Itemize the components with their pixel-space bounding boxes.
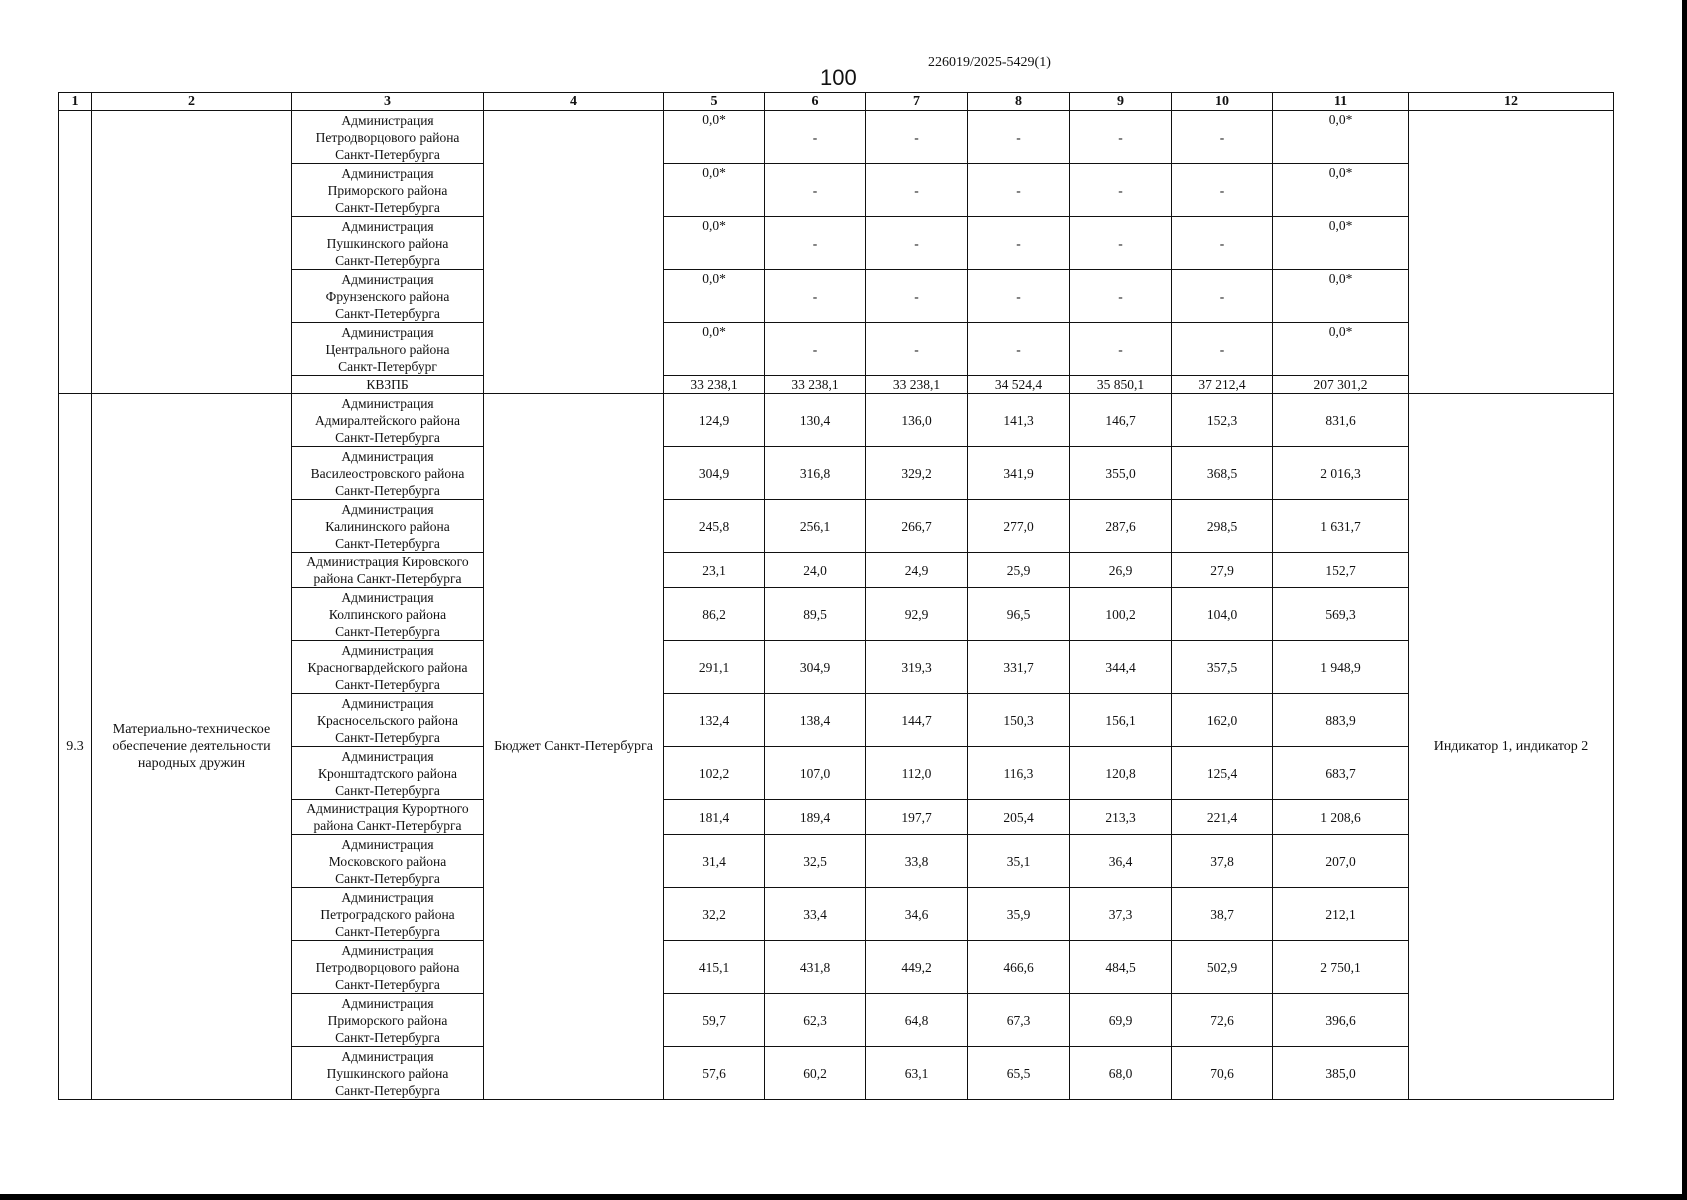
value-cell: 33,4 (765, 888, 866, 941)
organization-line: Санкт-Петербурга (335, 1082, 440, 1098)
column-number: 2 (92, 93, 292, 111)
organization-line: Администрация (341, 695, 434, 711)
value-cell: - (968, 111, 1070, 164)
value-cell: 62,3 (765, 994, 866, 1047)
activity-line: обеспечение деятельности (112, 739, 271, 754)
table-row (59, 553, 1614, 588)
column-number: 5 (664, 93, 765, 111)
value-cell: 431,8 (765, 941, 866, 994)
table-row (59, 800, 1614, 835)
value-cell: - (1070, 111, 1172, 164)
indicator-cell: Индикатор 1, индикатор 2 (1409, 394, 1614, 1100)
value-cell: 26,9 (1070, 553, 1172, 588)
value-cell: - (968, 323, 1070, 376)
organization-line: Администрация (341, 501, 434, 517)
value-cell: 355,0 (1070, 447, 1172, 500)
page-number: 100 (820, 65, 857, 90)
value-cell: 33,8 (866, 835, 968, 888)
value-cell: 23,1 (664, 553, 765, 588)
indicator-cell (1409, 111, 1614, 394)
value-cell: 116,3 (968, 747, 1070, 800)
value-cell: - (1070, 217, 1172, 270)
table-row (59, 588, 1614, 641)
value-cell: 277,0 (968, 500, 1070, 553)
organization-cell (292, 835, 484, 888)
organization-line: Калининского района (325, 518, 450, 534)
value-cell: 0,0* (1273, 164, 1409, 217)
value-cell: - (968, 217, 1070, 270)
organization-cell (292, 447, 484, 500)
organization-line: Администрация (341, 112, 434, 128)
organization-line: Санкт-Петербурга (335, 252, 440, 268)
value-cell: 0,0* (664, 111, 765, 164)
value-cell: 100,2 (1070, 588, 1172, 641)
value-cell: 72,6 (1172, 994, 1273, 1047)
organization-line: Пушкинского района (326, 1065, 449, 1081)
organization-cell (292, 164, 484, 217)
organization-line: Санкт-Петербурга (335, 146, 440, 162)
organization-line: Московского района (328, 853, 447, 869)
value-cell: 357,5 (1172, 641, 1273, 694)
value-cell: - (765, 111, 866, 164)
total-value: 35 850,1 (1070, 376, 1172, 394)
organization-cell (292, 500, 484, 553)
organization-line: Василеостровского района (310, 465, 465, 481)
value-cell: 120,8 (1070, 747, 1172, 800)
organization-cell (292, 553, 484, 588)
value-cell: 162,0 (1172, 694, 1273, 747)
column-number: 6 (765, 93, 866, 111)
value-cell: 34,6 (866, 888, 968, 941)
value-cell: 32,5 (765, 835, 866, 888)
organization-line: района Санкт-Петербурга (313, 571, 462, 586)
organization-cell (292, 694, 484, 747)
total-value: 33 238,1 (866, 376, 968, 394)
value-cell: - (866, 323, 968, 376)
organization-cell (292, 588, 484, 641)
value-cell: 344,4 (1070, 641, 1172, 694)
value-cell: 96,5 (968, 588, 1070, 641)
organization-line: Санкт-Петербурга (335, 305, 440, 321)
organization-cell (292, 394, 484, 447)
value-cell: 221,4 (1172, 800, 1273, 835)
organization-cell (292, 270, 484, 323)
organization-line: Красногвардейского района (307, 659, 468, 675)
value-cell: 205,4 (968, 800, 1070, 835)
column-number: 9 (1070, 93, 1172, 111)
organization-line: Администрация (341, 395, 434, 411)
value-cell: 86,2 (664, 588, 765, 641)
column-number: 3 (292, 93, 484, 111)
value-cell: - (866, 111, 968, 164)
value-cell: 92,9 (866, 588, 968, 641)
value-cell: 385,0 (1273, 1047, 1409, 1100)
table-row (59, 694, 1614, 747)
organization-cell (292, 641, 484, 694)
organization-line: Санкт-Петербурга (335, 923, 440, 939)
organization-line: Санкт-Петербурга (335, 870, 440, 886)
value-cell: 132,4 (664, 694, 765, 747)
organization-line: Администрация (341, 324, 434, 340)
column-number: 8 (968, 93, 1070, 111)
organization-line: Санкт-Петербург (338, 358, 437, 374)
value-cell: 68,0 (1070, 1047, 1172, 1100)
column-number: 12 (1409, 93, 1614, 111)
organization-cell (292, 994, 484, 1047)
organization-line: Центрального района (325, 341, 450, 357)
organization-line: Администрация (341, 748, 434, 764)
organization-cell (292, 747, 484, 800)
value-cell: 291,1 (664, 641, 765, 694)
value-cell: 107,0 (765, 747, 866, 800)
value-cell: 38,7 (1172, 888, 1273, 941)
organization-line: Администрация (341, 995, 434, 1011)
row-number-cell: 9.3 (59, 394, 92, 1100)
value-cell: 146,7 (1070, 394, 1172, 447)
value-cell: 341,9 (968, 447, 1070, 500)
organization-line: Санкт-Петербурга (335, 623, 440, 639)
organization-line: Петродворцового района (315, 959, 460, 975)
value-cell: - (1070, 164, 1172, 217)
organization-line: Санкт-Петербурга (335, 535, 440, 551)
row-number-cell (59, 111, 92, 394)
value-cell: 65,5 (968, 1047, 1070, 1100)
organization-line: Приморского района (327, 1012, 448, 1028)
table-row (59, 941, 1614, 994)
value-cell: - (866, 217, 968, 270)
organization-line: Санкт-Петербурга (335, 729, 440, 745)
funding-source-cell (484, 111, 664, 394)
value-cell: 124,9 (664, 394, 765, 447)
value-cell: - (968, 270, 1070, 323)
organization-line: Администрация Курортного (306, 801, 469, 816)
organization-line: Санкт-Петербурга (335, 199, 440, 215)
organization-line: Кронштадтского района (318, 765, 457, 781)
organization-cell (292, 941, 484, 994)
organization-line: Администрация (341, 942, 434, 958)
organization-line: Администрация (341, 218, 434, 234)
total-row (59, 376, 1614, 394)
value-cell: 298,5 (1172, 500, 1273, 553)
organization-line: Администрация (341, 271, 434, 287)
organization-line: Петродворцового района (315, 129, 460, 145)
value-cell: 883,9 (1273, 694, 1409, 747)
value-cell: 37,3 (1070, 888, 1172, 941)
value-cell: 502,9 (1172, 941, 1273, 994)
organization-line: района Санкт-Петербурга (313, 818, 462, 833)
organization-line: Администрация (341, 642, 434, 658)
value-cell: 1 631,7 (1273, 500, 1409, 553)
column-number: 4 (484, 93, 664, 111)
table-row (59, 394, 1614, 447)
value-cell: 683,7 (1273, 747, 1409, 800)
value-cell: 27,9 (1172, 553, 1273, 588)
total-value: 37 212,4 (1172, 376, 1273, 394)
organization-cell (292, 323, 484, 376)
document-number: 226019/2025-5429(1) (928, 55, 1051, 70)
value-cell: 197,7 (866, 800, 968, 835)
value-cell: - (765, 217, 866, 270)
organization-line: Санкт-Петербурга (335, 429, 440, 445)
value-cell: 466,6 (968, 941, 1070, 994)
organization-line: Приморского района (327, 182, 448, 198)
value-cell: 1 208,6 (1273, 800, 1409, 835)
budget-table (58, 92, 1614, 1100)
value-cell: 181,4 (664, 800, 765, 835)
column-number-row (59, 93, 1614, 111)
value-cell: 102,2 (664, 747, 765, 800)
value-cell: 57,6 (664, 1047, 765, 1100)
organization-line: Санкт-Петербурга (335, 782, 440, 798)
organization-cell (292, 888, 484, 941)
total-value: 33 238,1 (765, 376, 866, 394)
total-value: 33 238,1 (664, 376, 765, 394)
organization-line: Администрация (341, 889, 434, 905)
table-row (59, 641, 1614, 694)
value-cell: 207,0 (1273, 835, 1409, 888)
value-cell: 304,9 (765, 641, 866, 694)
value-cell: 152,3 (1172, 394, 1273, 447)
table-row (59, 217, 1614, 270)
value-cell: 36,4 (1070, 835, 1172, 888)
value-cell: 144,7 (866, 694, 968, 747)
value-cell: 449,2 (866, 941, 968, 994)
value-cell: 63,1 (866, 1047, 968, 1100)
value-cell: 212,1 (1273, 888, 1409, 941)
value-cell: 329,2 (866, 447, 968, 500)
organization-line: Пушкинского района (326, 235, 449, 251)
value-cell: 152,7 (1273, 553, 1409, 588)
table-row (59, 270, 1614, 323)
value-cell: 368,5 (1172, 447, 1273, 500)
organization-cell (292, 1047, 484, 1100)
funding-source-cell: Бюджет Санкт-Петербурга (484, 394, 664, 1100)
table-row (59, 747, 1614, 800)
value-cell: 569,3 (1273, 588, 1409, 641)
table-row (59, 888, 1614, 941)
organization-line: Администрация Кировского (306, 554, 469, 569)
organization-cell (292, 217, 484, 270)
organization-line: Администрация (341, 836, 434, 852)
activity-cell (92, 111, 292, 394)
value-cell: 287,6 (1070, 500, 1172, 553)
value-cell: 35,9 (968, 888, 1070, 941)
value-cell: 189,4 (765, 800, 866, 835)
value-cell: - (1172, 164, 1273, 217)
value-cell: 415,1 (664, 941, 765, 994)
organization-line: Петроградского района (320, 906, 455, 922)
organization-line: Красносельского района (317, 712, 458, 728)
value-cell: 141,3 (968, 394, 1070, 447)
value-cell: 59,7 (664, 994, 765, 1047)
value-cell: 24,0 (765, 553, 866, 588)
organization-line: Администрация (341, 589, 434, 605)
value-cell: 831,6 (1273, 394, 1409, 447)
value-cell: 0,0* (664, 164, 765, 217)
value-cell: 24,9 (866, 553, 968, 588)
value-cell: 304,9 (664, 447, 765, 500)
total-value: 34 524,4 (968, 376, 1070, 394)
organization-line: Санкт-Петербурга (335, 976, 440, 992)
value-cell: 112,0 (866, 747, 968, 800)
organization-line: Санкт-Петербурга (335, 676, 440, 692)
value-cell: 2 750,1 (1273, 941, 1409, 994)
value-cell: - (765, 323, 866, 376)
organization-cell (292, 800, 484, 835)
value-cell: 213,3 (1070, 800, 1172, 835)
value-cell: - (1070, 323, 1172, 376)
organization-line: Колпинского района (328, 606, 447, 622)
value-cell: 89,5 (765, 588, 866, 641)
activity-line: народных дружин (137, 756, 246, 771)
value-cell: 0,0* (664, 323, 765, 376)
table-row (59, 447, 1614, 500)
value-cell: - (866, 270, 968, 323)
value-cell: 0,0* (664, 217, 765, 270)
total-label: КВЗПБ (292, 376, 484, 394)
value-cell: 70,6 (1172, 1047, 1273, 1100)
column-number: 1 (59, 93, 92, 111)
column-number: 7 (866, 93, 968, 111)
value-cell: 32,2 (664, 888, 765, 941)
value-cell: 331,7 (968, 641, 1070, 694)
organization-line: Адмиралтейского района (315, 412, 460, 428)
value-cell: 130,4 (765, 394, 866, 447)
table-row (59, 500, 1614, 553)
organization-line: Администрация (341, 448, 434, 464)
value-cell: 1 948,9 (1273, 641, 1409, 694)
table-row (59, 323, 1614, 376)
value-cell: 0,0* (1273, 217, 1409, 270)
value-cell: - (1172, 217, 1273, 270)
activity-cell (92, 394, 292, 1100)
value-cell: 60,2 (765, 1047, 866, 1100)
value-cell: - (765, 164, 866, 217)
column-number: 11 (1273, 93, 1409, 111)
table-row (59, 1047, 1614, 1100)
value-cell: - (1070, 270, 1172, 323)
organization-line: Администрация (341, 165, 434, 181)
column-number: 10 (1172, 93, 1273, 111)
value-cell: 266,7 (866, 500, 968, 553)
table-row (59, 994, 1614, 1047)
value-cell: 256,1 (765, 500, 866, 553)
value-cell: 64,8 (866, 994, 968, 1047)
value-cell: - (968, 164, 1070, 217)
total-value: 207 301,2 (1273, 376, 1409, 394)
value-cell: 25,9 (968, 553, 1070, 588)
organization-line: Администрация (341, 1048, 434, 1064)
value-cell: 136,0 (866, 394, 968, 447)
value-cell: - (866, 164, 968, 217)
value-cell: 0,0* (1273, 111, 1409, 164)
value-cell: 2 016,3 (1273, 447, 1409, 500)
value-cell: 150,3 (968, 694, 1070, 747)
table-row (59, 835, 1614, 888)
organization-cell (292, 111, 484, 164)
value-cell: - (1172, 270, 1273, 323)
value-cell: 104,0 (1172, 588, 1273, 641)
activity-line: Материально-техническое (112, 722, 271, 737)
value-cell: 484,5 (1070, 941, 1172, 994)
organization-line: Санкт-Петербурга (335, 1029, 440, 1045)
value-cell: 316,8 (765, 447, 866, 500)
value-cell: 138,4 (765, 694, 866, 747)
value-cell: - (1172, 323, 1273, 376)
organization-line: Фрунзенского района (325, 288, 450, 304)
value-cell: 0,0* (1273, 323, 1409, 376)
value-cell: 37,8 (1172, 835, 1273, 888)
value-cell: 0,0* (664, 270, 765, 323)
value-cell: - (1172, 111, 1273, 164)
value-cell: 67,3 (968, 994, 1070, 1047)
value-cell: 35,1 (968, 835, 1070, 888)
value-cell: 319,3 (866, 641, 968, 694)
value-cell: 156,1 (1070, 694, 1172, 747)
value-cell: 245,8 (664, 500, 765, 553)
value-cell: 125,4 (1172, 747, 1273, 800)
table-row (59, 111, 1614, 164)
value-cell: 31,4 (664, 835, 765, 888)
organization-line: Санкт-Петербурга (335, 482, 440, 498)
value-cell: 0,0* (1273, 270, 1409, 323)
value-cell: 69,9 (1070, 994, 1172, 1047)
value-cell: 396,6 (1273, 994, 1409, 1047)
value-cell: - (765, 270, 866, 323)
table-row (59, 164, 1614, 217)
